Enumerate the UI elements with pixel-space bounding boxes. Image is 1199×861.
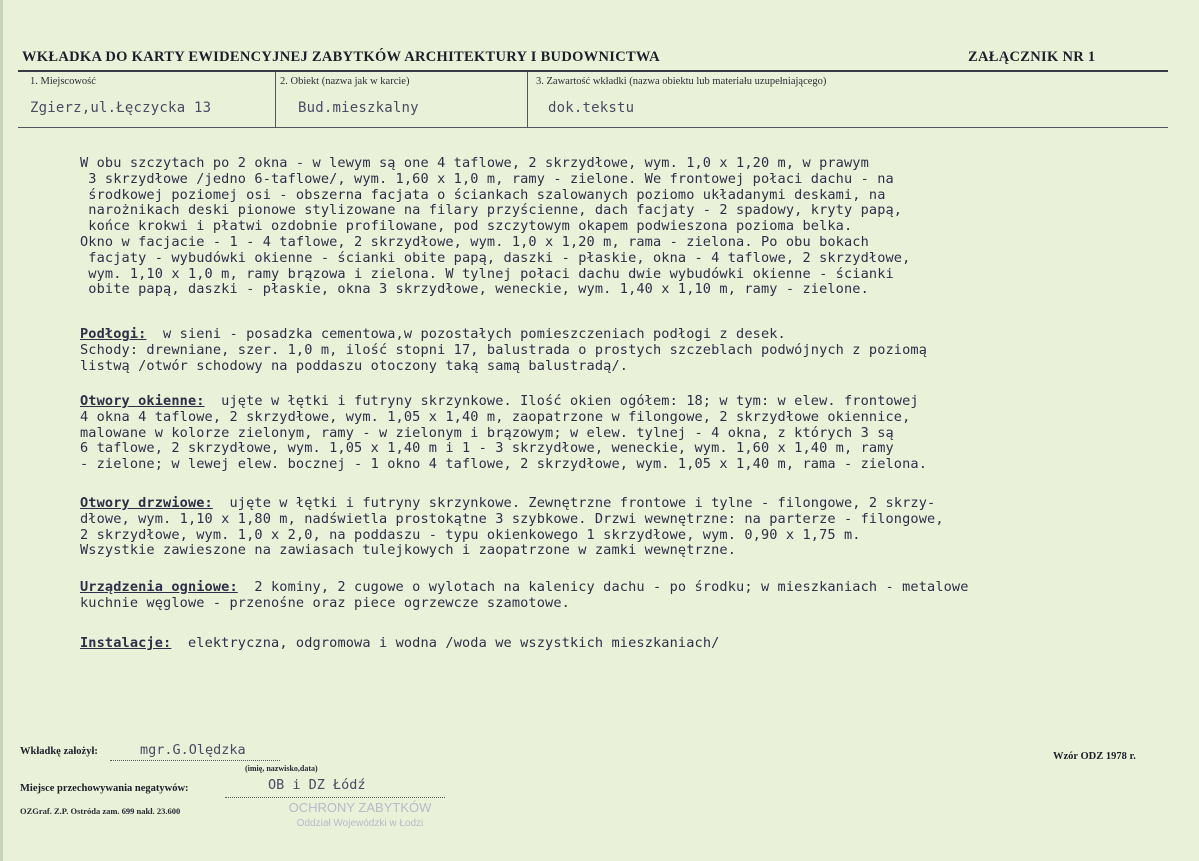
installations-section <box>80 636 1170 652</box>
floors-heading: Podłogi: <box>80 326 147 342</box>
content-value: dok.tekstu <box>548 100 635 116</box>
author-label: Wkładkę założył: <box>20 746 98 757</box>
card-edge <box>0 0 3 861</box>
windows-section <box>80 394 1170 473</box>
locality-label: 1. Miejscowość <box>30 76 96 87</box>
installations-heading: Instalacje: <box>80 635 172 651</box>
form-id: Wzór ODZ 1978 r. <box>1053 751 1136 762</box>
printer-note: OZGraf. Z.P. Ostróda zam. 699 nakł. 23.600 <box>20 806 181 816</box>
floors-text: w sieni - posadzka cementowa,w pozostałych pomieszczeniach podłogi z desek. Schody: drewniane, szer. 1,0 m, ilość stopni 17, balustrada o prostych szczeblach podwójnych z poziomą listwą /otwór schodowy na poddaszu otoczony taką samą balustradą/. <box>80 326 928 374</box>
doors-text: ujęte w łętki i futryny skrzynkowe. Zewnętrzne frontowe i tylne - filongowe, 2 skrzy- dłowe, wym. 1,10 x 1,80 m, nadświetla prostokątne 3 szybkowe. Drzwi wewnętrzne: na parterze - filongowe, 2 skrzydłowe, wym. 1,0 x 2,0, na poddaszu - typu okienkowego 1 skrzydłowe, wym. 0,90 x 1,75 m. Wszystkie zawieszone na zawiasach tulejkowych i zaopatrzone w zamki wewnętrzne. <box>80 495 944 559</box>
content-label: 3. Zawartość wkładki (nazwa obiektu lub materiału uzupełniającego) <box>536 76 827 87</box>
storage-label: Miejsce przechowywania negatywów: <box>20 783 189 794</box>
header-divider <box>18 70 1168 72</box>
floors-section <box>80 327 1170 374</box>
attachment-number: ZAŁĄCZNIK NR 1 <box>968 49 1096 65</box>
locality-value: Zgierz,ul.Łęczycka 13 <box>30 100 212 116</box>
author-caption: (imię, nazwisko,data) <box>245 764 318 773</box>
card-title: WKŁADKA DO KARTY EWIDENCYJNEJ ZABYTKÓW ARCHITEKTURY I BUDOWNICTWA <box>22 49 660 65</box>
description-intro: W obu szczytach po 2 okna - w lewym są one 4 taflowe, 2 skrzydłowe, wym. 1,0 x 1,20 m, w prawym 3 skrzydłowe /jedno 6-taflowe/, wym. 1,60 x 1,0 m, ramy - zielone. We frontowej połaci dachu - na środkowej poziomej osi - obszerna facjata o ściankach szalowanych poziomo układanymi deskami, na narożnikach deski pionowe stylizowane na filary przyścienne, dach facjaty - 2 spadowy, kryty papą, końce krokwi i płatwi ozdobnie profilowane, pod szczytowym okapem podwieszona pozioma belka. Okno w facjacie - 1 - 4 taflowe, 2 skrzydłowe, wym. 1,0 x 1,20 m, rama - zielona. Po obu bokach facjaty - wybudówki okienne - ścianki obite papą, daszki - płaskie, okna - 4 taflowe, 2 skrzydłowe, wym. 1,10 x 1,0 m, ramy brązowa i zielona. W tylnej połaci dachu dwie wybudówki okienne - ścianki obite papą, daszki - płaskie, okna 3 skrzydłowe, weneckie, wym. 1,40 x 1,10 m, ramy - zielone. <box>80 155 911 298</box>
author-dotline <box>110 760 280 761</box>
doors-heading: Otwory drzwiowe: <box>80 495 213 511</box>
field-separator-1 <box>275 72 276 127</box>
installations-text: elektryczna, odgromowa i wodna /woda we wszystkich mieszkaniach/ <box>171 635 720 651</box>
fire-heading: Urządzenia ogniowe: <box>80 579 238 595</box>
storage-dotline <box>225 797 445 798</box>
fire-text: 2 kominy, 2 cugowe o wylotach na kalenicy dachu - po środku; w mieszkaniach - metalowe kuchnie węglowe - przenośne oraz piece ogrzewcze szamotowe. <box>80 579 969 611</box>
stamp-line-1: OCHRONY ZABYTKÓW <box>288 800 432 815</box>
storage-value: OB i DZ Łódź <box>268 777 366 793</box>
object-label: 2. Obiekt (nazwa jak w karcie) <box>280 76 410 87</box>
fields-divider <box>18 127 1168 128</box>
fire-section <box>80 580 1170 612</box>
field-separator-2 <box>527 72 528 127</box>
object-value: Bud.mieszkalny <box>298 100 419 116</box>
windows-text: ujęte w łętki i futryny skrzynkowe. Ilość okien ogółem: 18; w tym: w elew. frontowej 4 okna 4 taflowe, 2 skrzydłowe, wym. 1,05 x 1,40 m, zaopatrzone w filongowe, 2 skrzydłowe okiennice, malowane w kolorze zielonym, ramy - w zielonym i brązowym; w elew. tylnej - 4 okna, z których 3 są 6 taflowe, 2 skrzydłowe, wym. 1,05 x 1,40 m i 1 - 3 skrzydłowe, weneckie, wym. 1,60 x 1,40 m, ramy - zielone; w lewej elew. bocznej - 1 okno 4 taflowe, 2 skrzydłowe, wym. 1,05 x 1,40 m, rama - zielona. <box>80 393 928 473</box>
stamp-line-2: Oddział Wojewódzki w Łodzi <box>296 818 424 829</box>
author-value: mgr.G.Olędzka <box>140 742 246 758</box>
windows-heading: Otwory okienne: <box>80 393 205 409</box>
doors-section <box>80 496 1170 559</box>
